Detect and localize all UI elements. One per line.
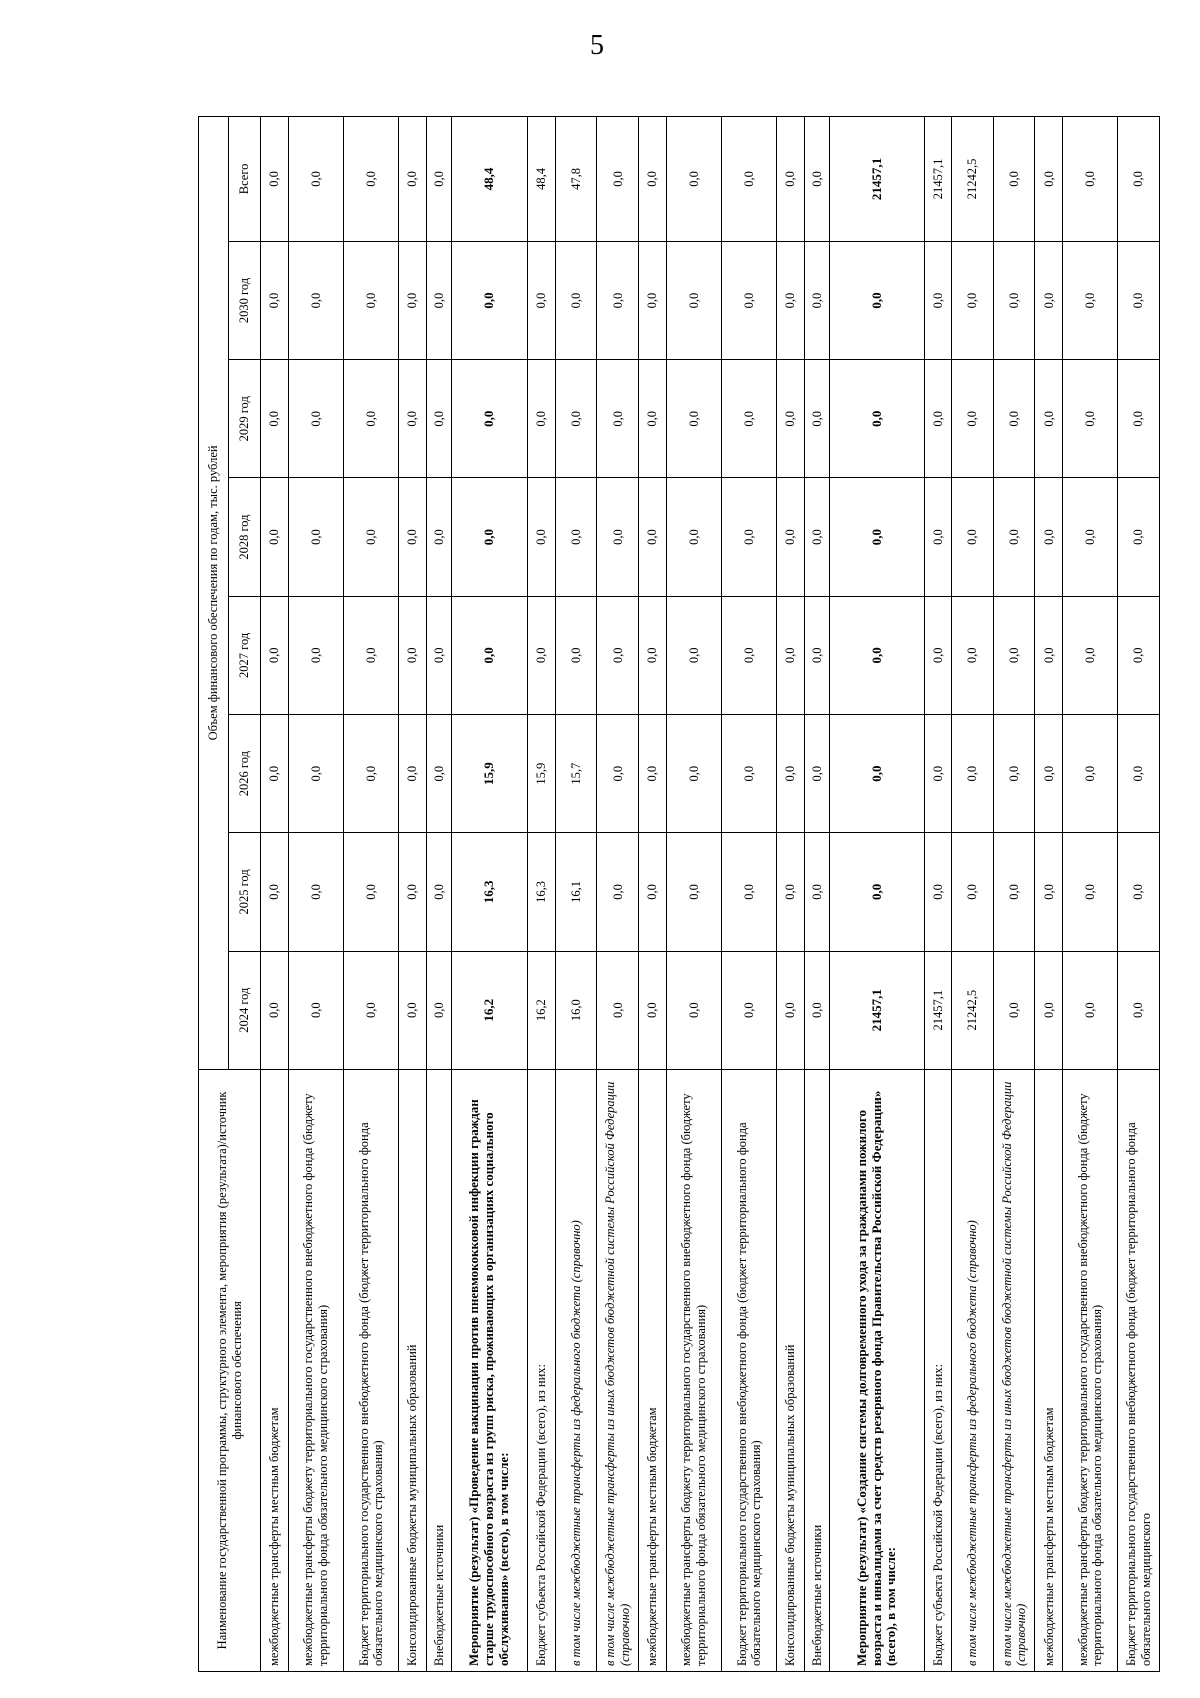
row-name-cell: Внебюджетные источники	[804, 1069, 829, 1671]
value-cell: 0,0	[638, 714, 666, 832]
value-cell: 0,0	[830, 360, 925, 478]
value-cell: 0,0	[830, 833, 925, 951]
value-cell: 0,0	[1063, 478, 1118, 596]
value-cell: 0,0	[804, 714, 829, 832]
value-cell: 0,0	[721, 360, 776, 478]
value-cell: 0,0	[399, 478, 427, 596]
value-cell: 0,0	[399, 117, 427, 242]
value-cell: 0,0	[528, 596, 556, 714]
value-cell: 0,0	[721, 833, 776, 951]
value-cell: 16,3	[528, 833, 556, 951]
value-cell: 0,0	[666, 241, 721, 359]
value-cell: 0,0	[721, 714, 776, 832]
page-number: 5	[590, 30, 604, 61]
value-cell: 0,0	[638, 117, 666, 242]
header-year-cell: 2025 год	[229, 833, 261, 951]
value-cell: 0,0	[1063, 596, 1118, 714]
value-cell: 0,0	[993, 596, 1034, 714]
value-cell: 0,0	[1035, 360, 1063, 478]
table-row	[261, 117, 289, 1672]
value-cell: 0,0	[597, 714, 638, 832]
header-year-cell: 2024 год	[229, 951, 261, 1069]
value-cell: 0,0	[777, 478, 805, 596]
value-cell: 0,0	[1063, 117, 1118, 242]
header-group-cell: Объем финансового обеспечения по годам, тыс. рублей	[199, 117, 229, 1070]
value-cell: 21457,1	[830, 117, 925, 242]
financing-table	[198, 116, 1160, 1672]
table-row	[777, 117, 805, 1672]
value-cell: 16,2	[528, 951, 556, 1069]
value-cell: 0,0	[777, 951, 805, 1069]
value-cell: 0,0	[638, 596, 666, 714]
value-cell: 0,0	[804, 360, 829, 478]
value-cell: 21242,5	[952, 951, 993, 1069]
value-cell: 0,0	[1063, 833, 1118, 951]
value-cell: 0,0	[638, 951, 666, 1069]
value-cell: 0,0	[426, 241, 451, 359]
value-cell: 0,0	[952, 241, 993, 359]
value-cell: 0,0	[288, 360, 343, 478]
value-cell: 48,4	[452, 117, 528, 242]
value-cell: 0,0	[452, 241, 528, 359]
table-row	[721, 117, 776, 1672]
value-cell: 0,0	[924, 714, 952, 832]
value-cell: 0,0	[343, 596, 398, 714]
value-cell: 48,4	[528, 117, 556, 242]
value-cell: 0,0	[666, 478, 721, 596]
value-cell: 0,0	[426, 951, 451, 1069]
value-cell: 0,0	[528, 478, 556, 596]
value-cell: 0,0	[804, 478, 829, 596]
value-cell: 0,0	[597, 833, 638, 951]
row-name-cell: в том числе межбюджетные трансферты из федерального бюджета (справочно)	[952, 1069, 993, 1671]
value-cell: 0,0	[1118, 714, 1160, 832]
value-cell: 0,0	[721, 951, 776, 1069]
value-cell: 0,0	[638, 833, 666, 951]
value-cell: 0,0	[721, 478, 776, 596]
value-cell: 0,0	[556, 360, 597, 478]
value-cell: 0,0	[399, 360, 427, 478]
table-row	[426, 117, 451, 1672]
table-row	[1035, 117, 1063, 1672]
value-cell: 0,0	[597, 117, 638, 242]
value-cell: 0,0	[343, 951, 398, 1069]
value-cell: 0,0	[666, 117, 721, 242]
value-cell: 0,0	[426, 360, 451, 478]
value-cell: 0,0	[556, 241, 597, 359]
value-cell: 0,0	[804, 596, 829, 714]
value-cell: 0,0	[528, 241, 556, 359]
value-cell: 0,0	[638, 241, 666, 359]
value-cell: 0,0	[666, 951, 721, 1069]
value-cell: 15,7	[556, 714, 597, 832]
value-cell: 0,0	[261, 596, 289, 714]
value-cell: 0,0	[597, 596, 638, 714]
header-year-cell: 2029 год	[229, 360, 261, 478]
value-cell: 0,0	[777, 241, 805, 359]
value-cell: 0,0	[597, 951, 638, 1069]
value-cell: 0,0	[638, 478, 666, 596]
value-cell: 0,0	[993, 714, 1034, 832]
table-row	[399, 117, 427, 1672]
value-cell: 0,0	[452, 596, 528, 714]
value-cell: 0,0	[1035, 478, 1063, 596]
row-name-cell: Внебюджетные источники	[426, 1069, 451, 1671]
table-row	[830, 117, 925, 1672]
table-row	[452, 117, 528, 1672]
value-cell: 0,0	[1035, 833, 1063, 951]
value-cell: 0,0	[924, 596, 952, 714]
value-cell: 0,0	[426, 596, 451, 714]
value-cell: 0,0	[288, 241, 343, 359]
value-cell: 21242,5	[952, 117, 993, 242]
table-row	[528, 117, 556, 1672]
value-cell: 0,0	[343, 117, 398, 242]
value-cell: 16,3	[452, 833, 528, 951]
value-cell: 0,0	[261, 241, 289, 359]
value-cell: 15,9	[528, 714, 556, 832]
value-cell: 0,0	[1063, 714, 1118, 832]
value-cell: 0,0	[1118, 951, 1160, 1069]
value-cell: 0,0	[261, 951, 289, 1069]
row-name-cell: межбюджетные трансферты местным бюджетам	[638, 1069, 666, 1671]
value-cell: 0,0	[924, 478, 952, 596]
header-year-cell: Всего	[229, 117, 261, 242]
value-cell: 21457,1	[924, 951, 952, 1069]
value-cell: 0,0	[924, 360, 952, 478]
rotated-table-container	[198, 116, 1160, 1672]
table-row	[952, 117, 993, 1672]
value-cell: 0,0	[343, 833, 398, 951]
value-cell: 0,0	[638, 360, 666, 478]
value-cell: 0,0	[288, 951, 343, 1069]
value-cell: 0,0	[993, 117, 1034, 242]
row-name-cell: Бюджет субъекта Российской Федерации (всего), из них:	[528, 1069, 556, 1671]
header-year-cell: 2028 год	[229, 478, 261, 596]
row-name-cell: межбюджетные трансферты бюджету территориального государственного внебюджетного фонда (бюджету территориального фонда обязательного медицинского страхования)	[288, 1069, 343, 1671]
value-cell: 0,0	[261, 117, 289, 242]
value-cell: 0,0	[777, 596, 805, 714]
value-cell: 0,0	[1118, 241, 1160, 359]
value-cell: 0,0	[1118, 360, 1160, 478]
value-cell: 0,0	[830, 241, 925, 359]
table-row	[1063, 117, 1118, 1672]
value-cell: 0,0	[399, 241, 427, 359]
value-cell: 15,9	[452, 714, 528, 832]
value-cell: 0,0	[1035, 241, 1063, 359]
row-name-cell: в том числе межбюджетные трансферты из иных бюджетов бюджетной системы Российской Федерации (справочно)	[993, 1069, 1034, 1671]
value-cell: 0,0	[426, 714, 451, 832]
value-cell: 0,0	[556, 596, 597, 714]
value-cell: 0,0	[993, 951, 1034, 1069]
value-cell: 0,0	[993, 833, 1034, 951]
value-cell: 0,0	[1035, 117, 1063, 242]
row-name-cell: межбюджетные трансферты местным бюджетам	[1035, 1069, 1063, 1671]
value-cell: 21457,1	[924, 117, 952, 242]
table-row	[993, 117, 1034, 1672]
value-cell: 0,0	[952, 714, 993, 832]
value-cell: 0,0	[1063, 241, 1118, 359]
value-cell: 0,0	[924, 241, 952, 359]
value-cell: 0,0	[1063, 360, 1118, 478]
row-name-cell: Бюджет территориального государственного внебюджетного фонда (бюджет территориального фонда обязательного медицинского страхования)	[343, 1069, 398, 1671]
row-name-cell: Бюджет территориального государственного внебюджетного фонда (бюджет территориального фонда обязательного медицинского	[1118, 1069, 1160, 1671]
value-cell: 0,0	[343, 360, 398, 478]
value-cell: 0,0	[556, 478, 597, 596]
value-cell: 0,0	[261, 478, 289, 596]
value-cell: 0,0	[993, 360, 1034, 478]
value-cell: 0,0	[721, 117, 776, 242]
value-cell: 0,0	[288, 117, 343, 242]
value-cell: 0,0	[666, 833, 721, 951]
value-cell: 0,0	[830, 478, 925, 596]
value-cell: 0,0	[804, 951, 829, 1069]
value-cell: 47,8	[556, 117, 597, 242]
value-cell: 0,0	[452, 478, 528, 596]
value-cell: 0,0	[952, 360, 993, 478]
value-cell: 0,0	[1035, 596, 1063, 714]
table-row	[638, 117, 666, 1672]
value-cell: 0,0	[528, 360, 556, 478]
value-cell: 0,0	[830, 596, 925, 714]
value-cell: 0,0	[399, 951, 427, 1069]
value-cell: 0,0	[1118, 478, 1160, 596]
header-year-cell: 2030 год	[229, 241, 261, 359]
value-cell: 0,0	[399, 714, 427, 832]
value-cell: 0,0	[288, 478, 343, 596]
value-cell: 0,0	[261, 714, 289, 832]
value-cell: 0,0	[1035, 714, 1063, 832]
value-cell: 16,1	[556, 833, 597, 951]
table-row	[556, 117, 597, 1672]
row-name-cell: Консолидированные бюджеты муниципальных образований	[777, 1069, 805, 1671]
value-cell: 0,0	[343, 241, 398, 359]
value-cell: 0,0	[804, 241, 829, 359]
value-cell: 0,0	[452, 360, 528, 478]
value-cell: 0,0	[1063, 951, 1118, 1069]
table-row	[1118, 117, 1160, 1672]
row-name-cell: в том числе межбюджетные трансферты из федерального бюджета (справочно)	[556, 1069, 597, 1671]
value-cell: 0,0	[666, 596, 721, 714]
value-cell: 0,0	[399, 596, 427, 714]
value-cell: 0,0	[1118, 833, 1160, 951]
value-cell: 0,0	[261, 360, 289, 478]
value-cell: 0,0	[993, 241, 1034, 359]
value-cell: 0,0	[952, 596, 993, 714]
value-cell: 0,0	[1118, 117, 1160, 242]
value-cell: 0,0	[597, 478, 638, 596]
value-cell: 0,0	[777, 714, 805, 832]
value-cell: 0,0	[426, 478, 451, 596]
row-name-cell: межбюджетные трансферты местным бюджетам	[261, 1069, 289, 1671]
value-cell: 0,0	[721, 596, 776, 714]
value-cell: 0,0	[288, 833, 343, 951]
row-name-cell: в том числе межбюджетные трансферты из иных бюджетов бюджетной системы Российской Федерации (справочно)	[597, 1069, 638, 1671]
value-cell: 0,0	[426, 117, 451, 242]
value-cell: 21457,1	[830, 951, 925, 1069]
value-cell: 0,0	[399, 833, 427, 951]
value-cell: 0,0	[721, 241, 776, 359]
header-year-cell: 2026 год	[229, 714, 261, 832]
value-cell: 0,0	[1118, 596, 1160, 714]
row-name-cell: Мероприятие (результат) «Проведение вакцинации против пневмококковой инфекции граждан старше трудоспособного возраста из групп риска, проживающих в организациях социального обслуживания» (всего), в том числе:	[452, 1069, 528, 1671]
table-row	[924, 117, 952, 1672]
value-cell: 0,0	[777, 833, 805, 951]
value-cell: 0,0	[1035, 951, 1063, 1069]
row-name-cell: Бюджет территориального государственного внебюджетного фонда (бюджет территориального фонда обязательного медицинского страхования)	[721, 1069, 776, 1671]
value-cell: 0,0	[952, 833, 993, 951]
row-name-cell: межбюджетные трансферты бюджету территориального государственного внебюджетного фонда (бюджету территориального фонда обязательного медицинского страхования)	[1063, 1069, 1118, 1671]
value-cell: 0,0	[666, 360, 721, 478]
row-name-cell: Консолидированные бюджеты муниципальных образований	[399, 1069, 427, 1671]
value-cell: 0,0	[666, 714, 721, 832]
value-cell: 0,0	[343, 478, 398, 596]
value-cell: 0,0	[261, 833, 289, 951]
value-cell: 0,0	[777, 117, 805, 242]
value-cell: 0,0	[804, 833, 829, 951]
value-cell: 16,0	[556, 951, 597, 1069]
table-row	[804, 117, 829, 1672]
value-cell: 0,0	[288, 596, 343, 714]
table-row	[597, 117, 638, 1672]
value-cell: 16,2	[452, 951, 528, 1069]
table-row	[343, 117, 398, 1672]
row-name-cell: Бюджет субъекта Российской Федерации (всего), из них:	[924, 1069, 952, 1671]
header-name-cell: Наименование государственной программы, структурного элемента, мероприятия (результата)/источник финансового обеспечения	[199, 1069, 261, 1671]
header-year-cell: 2027 год	[229, 596, 261, 714]
value-cell: 0,0	[777, 360, 805, 478]
value-cell: 0,0	[343, 714, 398, 832]
value-cell: 0,0	[597, 360, 638, 478]
value-cell: 0,0	[597, 241, 638, 359]
value-cell: 0,0	[830, 714, 925, 832]
value-cell: 0,0	[804, 117, 829, 242]
row-name-cell: межбюджетные трансферты бюджету территориального государственного внебюджетного фонда (бюджету территориального фонда обязательного медицинского страхования)	[666, 1069, 721, 1671]
value-cell: 0,0	[288, 714, 343, 832]
value-cell: 0,0	[426, 833, 451, 951]
value-cell: 0,0	[924, 833, 952, 951]
value-cell: 0,0	[993, 478, 1034, 596]
table-row	[288, 117, 343, 1672]
value-cell: 0,0	[952, 478, 993, 596]
row-name-cell: Мероприятие (результат) «Создание системы долговременного ухода за гражданами пожилого возраста и инвалидами за счет средств резервного фонда Правительства Российской Федерации» (всего), в том числе:	[830, 1069, 925, 1671]
table-row	[666, 117, 721, 1672]
